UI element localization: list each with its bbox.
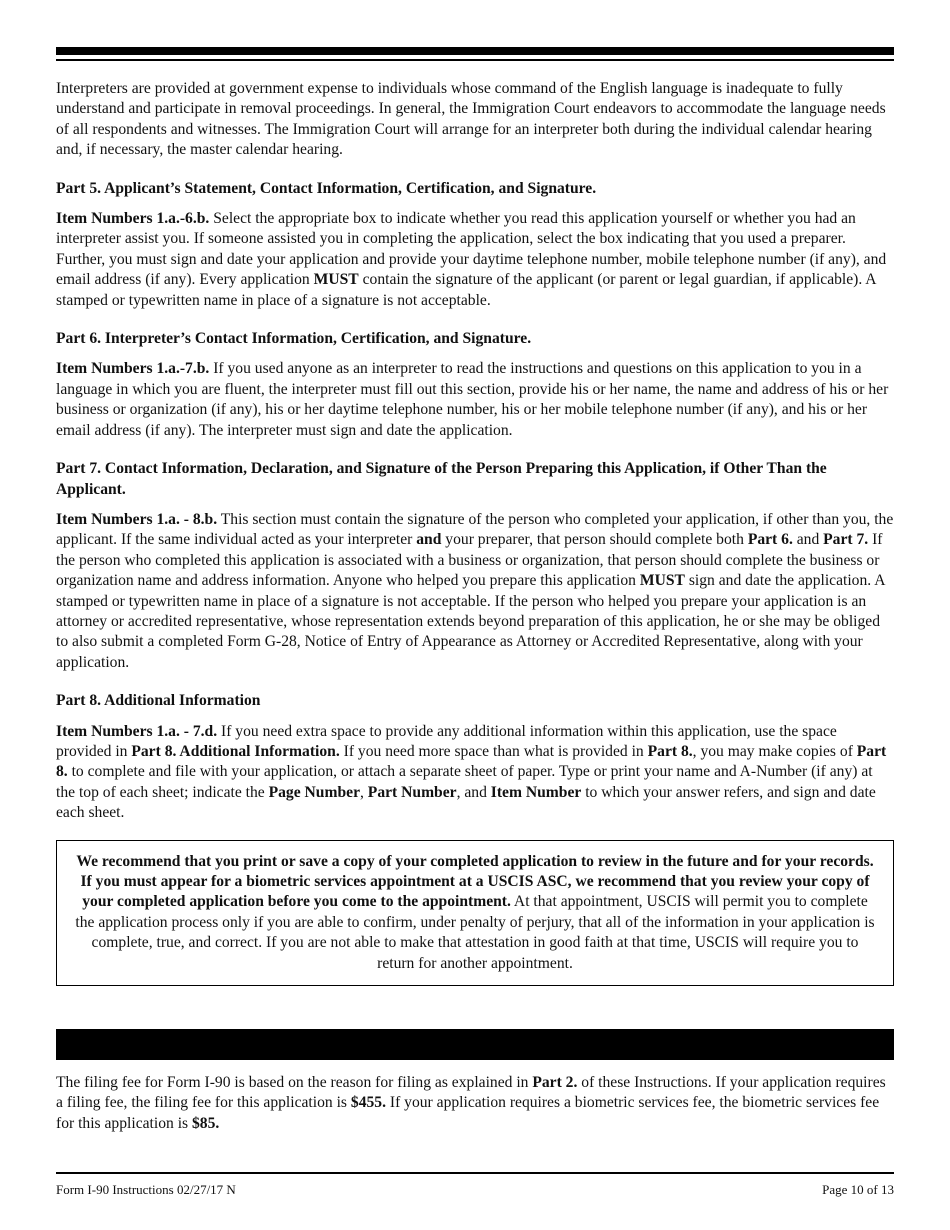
part8-text-3: , you may make copies of [692, 742, 857, 760]
part6-section [56, 329, 894, 441]
part8-ref-2: Part 8. [647, 742, 693, 760]
part6-text: If you used anyone as an interpreter to read the instructions and questions on this application to you in a language in which you are fluent, the interpreter must fill out this section, provide his or her name, the name and address of his or her business or organization (if any), his or her daytime telephone number, his or her mobile telephone number (if any), and his or her email address (if any). The interpreter must sign and date the application. [56, 360, 889, 439]
part8-text-4: to complete and file with your application, or attach a separate sheet of paper. Type or print your name and A-Number (if any) at the top of each sheet; indicate the [56, 763, 873, 801]
part7-heading: Part 7. Contact Information, Declaration, and Signature of the Person Preparing this Application, if Other Than the Applicant. [56, 460, 827, 498]
biometric-fee-amount: $85. [192, 1114, 220, 1132]
part5-paragraph [56, 209, 894, 311]
page-footer [56, 1182, 894, 1198]
part7-section [56, 459, 894, 673]
filing-fee-paragraph [56, 1073, 894, 1134]
part8-item-number: Item Number [490, 783, 582, 801]
part7-must: MUST [639, 572, 685, 590]
part5-text-2: contain the signature of the applicant (or parent or legal guardian, if applicable). A stamped or typewritten name in place of a signature is not acceptable. [56, 271, 876, 309]
part7-paragraph [56, 510, 894, 673]
part8-section [56, 691, 894, 823]
part8-ref-3: Part 8. [56, 742, 887, 781]
part7-text-5: sign and date the application. A stamped or typewritten name in place of a signature is not acceptable. If the person who helped you prepare your application is an attorney or accredited representative, whose representation extends beyond preparation of this application, he or she may be obliged to also submit a completed Form G-28, Notice of Entry of Appearance as Attorney or Accredited Representative, along with your application. [56, 572, 885, 671]
part8-item-label: Item Numbers 1.a. - 7.d. [56, 722, 218, 740]
part6-paragraph [56, 359, 894, 441]
section-header-band [56, 1029, 894, 1060]
part8-text-2: If you need more space than what is provided in [339, 742, 648, 760]
part6-heading: Part 6. Interpreter’s Contact Information, Certification, and Signature. [56, 330, 532, 348]
filing-fee-amount: $455. [350, 1094, 386, 1112]
part7-text-3: and [792, 531, 824, 549]
part7-text-2: your preparer, that person should complete both [441, 531, 748, 549]
header-rule-thin [56, 59, 894, 61]
part8-ref-1: Part 8. Additional Information. [131, 742, 340, 760]
part8-part-number: Part Number [367, 783, 457, 801]
document-body [56, 79, 894, 986]
fee-text-2: of these Instructions. If your application requires a filing fee, the filing fee for this application is [56, 1074, 886, 1112]
part7-and: and [416, 531, 442, 549]
part5-must: MUST [313, 271, 359, 289]
fee-text-3: If your application requires a biometric services fee, the biometric services fee for this application is [56, 1094, 880, 1132]
part8-text: If you need extra space to provide any additional information within this application, use the space provided in [56, 722, 837, 760]
part6-item-label: Item Numbers 1.a.-7.b. [56, 360, 210, 378]
part5-text: Select the appropriate box to indicate whether you read this application yourself or whether you had an interpreter assist you. If someone assisted you in completing the application, select the box indicating that you used a preparer. Further, you must sign and date your application and provide your daytime telephone number, mobile telephone number (if any), and email address (if any). Every application [56, 210, 887, 289]
part5-item-label: Item Numbers 1.a.-6.b. [56, 210, 210, 228]
part5-heading: Part 5. Applicant’s Statement, Contact Information, Certification, and Signature. [56, 179, 597, 197]
fee-part2-ref: Part 2. [532, 1074, 578, 1091]
fee-text: The filing fee for Form I-90 is based on the reason for filing as explained in [56, 1074, 533, 1091]
footer-rule [56, 1172, 894, 1174]
footer-form-id: Form I-90 Instructions 02/27/17 N [56, 1182, 236, 1197]
notice-text: At that appointment, USCIS will permit you to complete the application process only if you are able to confirm, under penalty of perjury, that all of the information in your application is complete, true, and correct. If you are not able to make that attestation in good faith at that time, USCIS will require you to return for another appointment. [75, 893, 875, 972]
part7-text-4: If the person who completed this application is associated with a business or organization, that person should complete the business or organization name and address information. Anyone who helped you prepare this application [56, 531, 883, 590]
header-rule-thick [56, 47, 894, 55]
footer-page-number: Page 10 of 13 [822, 1182, 894, 1197]
intro-paragraph: Interpreters are provided at government expense to individuals whose command of the English language is inadequate to fully understand and participate in removal proceedings. In general, the Immigration Court endeavors to accommodate the language needs of all respondents and witnesses. The Immigration Court will arrange for an interpreter both during the individual calendar hearing and, if necessary, the master calendar hearing. [56, 80, 886, 159]
recommendation-notice-box [56, 840, 894, 986]
part8-paragraph [56, 722, 894, 824]
part7-text: This section must contain the signature of the person who completed your application, if other than you, the applicant. If the same individual acted as your interpreter [56, 510, 894, 549]
notice-bold-text: We recommend that you print or save a copy of your completed application to review in the future and for your records. If you must appear for a biometric services appointment at a USCIS ASC, we recommend that you review your copy of your completed application before you come to the appointment. [76, 852, 874, 911]
part8-text-6: , and [456, 783, 491, 801]
part7-ref-part6: Part 6. [747, 531, 793, 549]
part7-ref-part7: Part 7. [823, 531, 869, 549]
part7-item-label: Item Numbers 1.a. - 8.b. [56, 510, 218, 528]
part8-text-5: , [360, 783, 368, 801]
part8-text-7: to which your answer refers, and sign and date each sheet. [56, 783, 876, 822]
part8-heading: Part 8. Additional Information [56, 692, 261, 710]
part8-page-number: Page Number [268, 783, 360, 801]
part5-section [56, 179, 894, 311]
